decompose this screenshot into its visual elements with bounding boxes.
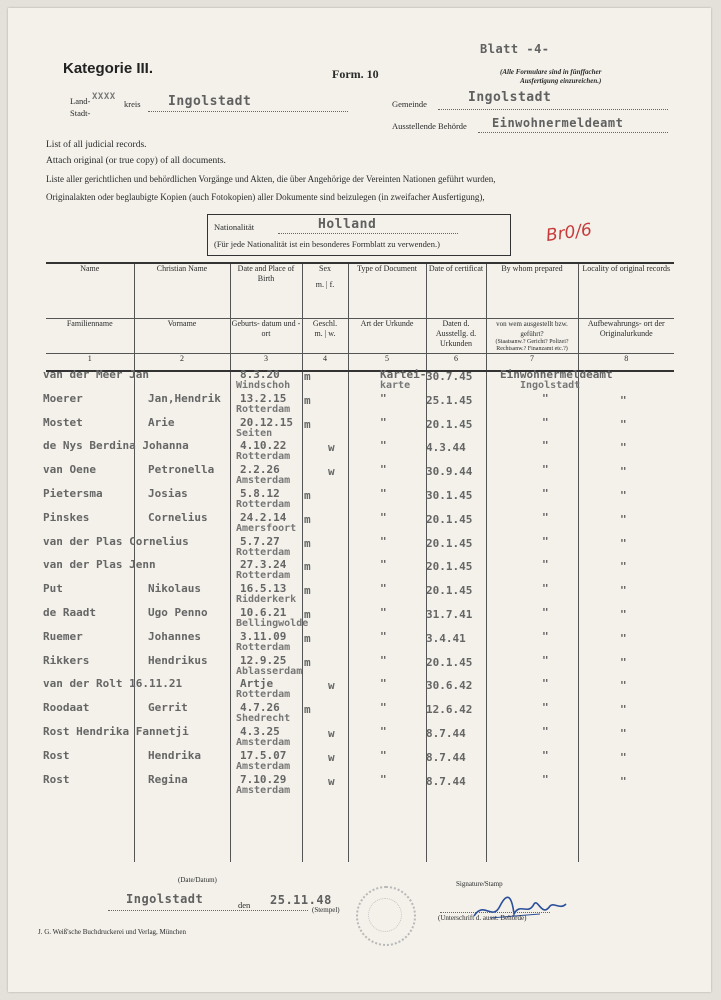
record-locality: ": [620, 774, 627, 788]
record-birth-date: 12.9.25: [240, 653, 287, 667]
date-caption: (Date/Datum): [178, 876, 217, 884]
col-sex-header: [302, 263, 348, 319]
kreis-underline: [148, 111, 348, 112]
col-vorname-header: Vorname: [134, 319, 230, 354]
record-birth-date: 24.2.14: [240, 510, 287, 524]
record-sex: w: [328, 465, 335, 479]
record-document-type: ": [380, 415, 387, 429]
form-sheet: [8, 8, 711, 992]
record-vorname: Petronella: [148, 463, 215, 477]
col-geburt-header: Geburts- datum und -ort: [230, 319, 302, 354]
record-document-type: ": [380, 653, 387, 667]
record-certificate-date: 20.1.45: [426, 584, 473, 598]
record-birth-date: Artje: [240, 677, 274, 691]
sex-m-label: m.: [315, 280, 324, 289]
record-certificate-date: 30.1.45: [426, 489, 473, 502]
col-date-header: Date of certificat: [426, 263, 486, 319]
copies-note: [500, 68, 601, 86]
record-sex: m: [304, 655, 311, 669]
record-document-type: ": [380, 487, 387, 500]
record-birth-date: 4.10.22: [240, 439, 287, 453]
record-name: Mostet: [43, 415, 83, 429]
record-certificate-date: 20.1.45: [426, 417, 473, 431]
sex-header-title: Sex: [319, 264, 331, 273]
record-document-type: ": [380, 725, 387, 738]
record-birth-place: Amsterdam: [236, 475, 291, 487]
record-birth-place: Bellingwolde: [236, 618, 309, 629]
record-name: Rost: [43, 748, 70, 762]
intro-line-2: Attach original (or true copy) of all documents.: [46, 156, 226, 166]
kreis-label: kreis: [124, 99, 141, 109]
record-locality: ": [620, 393, 627, 407]
record-name: van der Plas Jenn: [43, 558, 156, 572]
record-vorname: Johannes: [148, 629, 201, 643]
col-number-7: 7: [486, 354, 578, 372]
record-document-type: ": [380, 677, 387, 691]
record-birth-place: Amsterdam: [236, 737, 291, 748]
nationality-value: Holland: [318, 217, 377, 232]
nationality-underline: [278, 233, 458, 234]
record-document-type-2: karte: [380, 380, 411, 391]
record-locality: ": [620, 584, 627, 598]
gemeinde-label: Gemeinde: [392, 99, 427, 109]
land-label: Land-: [70, 96, 91, 106]
copies-note-line2: Ausfertigung einzureichen.): [520, 77, 602, 85]
record-locality: ": [620, 750, 627, 764]
record-birth-place: Amersfoort: [236, 522, 297, 534]
record-prepared-by: ": [542, 606, 549, 619]
unterschrift-caption: (Unterschrift d. ausst. Behörde): [438, 914, 527, 922]
geschl-title: Geschl.: [312, 319, 338, 328]
nationality-box: [207, 214, 511, 256]
col-number-4: 4: [302, 354, 348, 372]
col-number-5: 5: [348, 354, 426, 372]
record-sex: m: [304, 703, 311, 717]
record-name: Pinskes: [43, 510, 90, 524]
record-birth-place: Amsterdam: [236, 760, 291, 772]
record-locality: ": [620, 655, 627, 669]
record-birth-place: Rotterdam: [236, 403, 291, 415]
record-name: Rost: [43, 772, 70, 786]
record-sex: w: [328, 727, 335, 740]
record-certificate-date: 12.6.42: [426, 703, 473, 717]
record-vorname: Regina: [148, 772, 188, 786]
record-prepared-by: ": [542, 487, 549, 500]
record-document-type: ": [380, 772, 387, 786]
record-birth-date: 20.12.15: [240, 415, 293, 429]
record-certificate-date: 3.4.41: [426, 631, 466, 645]
table-row: [8, 368, 711, 391]
col-familienname-header: Familienname: [46, 319, 134, 354]
stempel-caption: (Stempel): [312, 906, 340, 914]
printer-imprint: J. G. Weiß'sche Buchdruckerei und Verlag, München: [38, 928, 186, 936]
record-vorname: Josias: [148, 487, 188, 500]
record-birth-place: Rotterdam: [236, 641, 291, 653]
record-sex: m: [304, 417, 311, 431]
record-locality: ": [620, 441, 627, 455]
col-number-2: 2: [134, 354, 230, 372]
record-birth-place: Shedrecht: [236, 713, 291, 725]
record-prepared-by: ": [542, 629, 549, 643]
record-name: van Oene: [43, 463, 96, 477]
record-certificate-date: 20.1.45: [426, 512, 473, 526]
record-name: Pietersma: [43, 487, 103, 500]
sex-f-label: f.: [329, 280, 335, 289]
record-locality: ": [620, 536, 627, 550]
red-handwritten-mark: Br0/6: [544, 219, 594, 247]
sex-mf-header: m. | f.: [315, 280, 335, 289]
intro-line-1: List of all judicial records.: [46, 140, 147, 150]
record-sex: m: [304, 631, 311, 645]
col-name-header: Name: [46, 263, 134, 319]
record-birth-place: Rotterdam: [236, 689, 291, 701]
ausgestellt-note: (Staatsanw.? Gericht? Polizei? Rechtsanw.? Finanzamt etc.?): [495, 339, 569, 352]
record-birth-date: 7.10.29: [240, 772, 287, 786]
record-prepared-by: ": [542, 463, 549, 477]
record-document-type: ": [380, 582, 387, 596]
record-document-type: ": [380, 606, 387, 619]
record-sex: m: [304, 393, 311, 407]
record-vorname: Hendrika: [148, 748, 201, 762]
table-row: [8, 534, 711, 558]
record-prepared-by: Einwohnermeldeamt: [500, 368, 613, 381]
record-name: van der Rolt 16.11.21: [43, 677, 183, 691]
record-certificate-date: 20.1.45: [426, 560, 473, 574]
date-underline: [108, 910, 308, 911]
record-sex: m: [304, 512, 311, 526]
record-locality: ": [620, 608, 627, 621]
record-birth-date: 17.5.07: [240, 748, 287, 762]
record-locality: ": [620, 489, 627, 502]
table-row: [8, 677, 711, 701]
table-row: [8, 653, 711, 677]
table-row: [8, 772, 711, 796]
geschl-mw-header: m. | w.: [314, 329, 336, 338]
record-sex: m: [304, 560, 311, 574]
record-vorname: Nikolaus: [148, 582, 201, 596]
intro-line-3: Liste aller gerichtlichen und behördlichen Vorgänge und Akten, die über Angehörige der Vereinten Nationen geführt wurden,: [46, 174, 496, 184]
table-row: [8, 415, 711, 439]
record-document-type: ": [380, 748, 387, 762]
record-prepared-by: ": [542, 653, 549, 667]
gemeinde-underline: [438, 109, 668, 110]
record-prepared-by: ": [542, 725, 549, 738]
record-vorname: Gerrit: [148, 701, 188, 715]
record-sex: w: [328, 750, 335, 764]
record-birth-place: Rotterdam: [236, 570, 291, 582]
official-seal: [356, 886, 416, 946]
table-row: [8, 582, 711, 606]
record-sex: w: [328, 679, 335, 693]
kreis-value: Ingolstadt: [168, 94, 252, 109]
record-birth-place: Seiten: [236, 427, 273, 439]
table-row: [8, 606, 711, 629]
table-row: [8, 391, 711, 415]
form-number: Form. 10: [332, 67, 379, 81]
behoerde-underline: [478, 132, 668, 133]
sheet-number: Blatt -4-: [480, 42, 550, 56]
record-certificate-date: 8.7.44: [426, 727, 466, 740]
record-birth-date: 5.7.27: [240, 534, 280, 548]
record-document-type: ": [380, 534, 387, 548]
ausgestellt-title: von wem ausgestellt bzw. geführt?: [496, 320, 568, 338]
col-christian-name-header: Christian Name: [134, 263, 230, 319]
geschl-w-label: w.: [328, 329, 336, 338]
col-number-6: 6: [426, 354, 486, 372]
record-prepared-by: ": [542, 558, 549, 572]
record-vorname: Ugo Penno: [148, 606, 208, 619]
record-locality: ": [620, 417, 627, 431]
den-label: den: [238, 900, 251, 910]
record-birth-place: Rotterdam: [236, 499, 291, 510]
record-birth-place: Amsterdam: [236, 784, 291, 796]
geschl-m-label: m.: [314, 329, 323, 338]
record-vorname: Arie: [148, 415, 175, 429]
record-name: van der Plas Cornelius: [43, 534, 189, 548]
record-locality: ": [620, 703, 627, 717]
record-locality: ": [620, 465, 627, 479]
table-row: [8, 748, 711, 772]
record-birth-place: Rotterdam: [236, 546, 291, 558]
record-sex: w: [328, 441, 335, 455]
record-prepared-by: ": [542, 677, 549, 691]
record-birth-date: 5.8.12: [240, 487, 280, 500]
record-prepared-by: ": [542, 534, 549, 548]
record-prepared-by: ": [542, 391, 549, 405]
record-birth-date: 3.11.09: [240, 629, 287, 643]
table-row: [8, 725, 711, 748]
col-document-type-header: Type of Document: [348, 263, 426, 319]
table-row: [8, 701, 711, 725]
header-row-german: [46, 319, 674, 354]
record-name: Roodaat: [43, 701, 90, 715]
record-name: Rost Hendrika Fannetji: [43, 725, 189, 738]
record-locality: ": [620, 560, 627, 574]
strike-value: XXXX: [92, 92, 116, 102]
record-name: Put: [43, 582, 63, 596]
intro-line-4: Originalakten oder beglaubigte Kopien (auch Fotokopien) aller Dokumente sind beizulegen (in zweifacher Ausfertigung),: [46, 192, 485, 202]
record-document-type: Kartei-: [380, 368, 427, 381]
record-birth-date: 16.5.13: [240, 582, 287, 596]
record-locality: ": [620, 631, 627, 645]
record-certificate-date: 8.7.44: [426, 774, 466, 788]
col-ausgestellt-header: [486, 319, 578, 354]
record-certificate-date: 25.1.45: [426, 393, 473, 407]
record-prepared-by: ": [542, 748, 549, 762]
record-sex: m: [304, 608, 311, 621]
record-birth-place: Rotterdam: [236, 451, 291, 463]
record-document-type: ": [380, 510, 387, 524]
behoerde-label: Ausstellende Behörde: [392, 121, 467, 131]
col-aufbewahrung-header: Aufbewahrungs- ort der Originalurkunde: [578, 319, 674, 354]
record-certificate-date: 30.7.45: [426, 370, 473, 383]
record-vorname: Cornelius: [148, 510, 208, 524]
place-value: Ingolstadt: [126, 892, 204, 906]
signature-underline: [440, 912, 550, 913]
record-prepared-by: ": [542, 701, 549, 715]
record-sex: m: [304, 370, 311, 383]
copies-note-line1: (Alle Formulare sind in fünffacher: [500, 68, 602, 76]
record-name: van der Meer Jan: [43, 368, 149, 381]
record-locality: ": [620, 512, 627, 526]
record-prepared-by: ": [542, 415, 549, 429]
table-row: [8, 439, 711, 463]
table-row: [8, 487, 711, 510]
record-sex: m: [304, 584, 311, 598]
record-document-type: ": [380, 629, 387, 643]
header-row-english: [46, 263, 674, 319]
record-certificate-date: 4.3.44: [426, 441, 466, 455]
nationality-note: (Für jede Nationalität ist ein besonderes Formblatt zu verwenden.): [214, 239, 440, 249]
record-birth-date: 13.2.15: [240, 391, 287, 405]
kategorie-title: Kategorie III.: [63, 60, 154, 77]
nationality-label: Nationalität: [214, 222, 255, 232]
record-prepared-by-2: Ingolstadt: [520, 380, 581, 391]
record-certificate-date: 31.7.41: [426, 608, 473, 621]
record-locality: ": [620, 727, 627, 740]
record-sex: m: [304, 489, 311, 502]
record-sex: m: [304, 536, 311, 550]
col-number-3: 3: [230, 354, 302, 372]
table-row: [8, 510, 711, 534]
record-certificate-date: 20.1.45: [426, 655, 473, 669]
record-prepared-by: ": [542, 582, 549, 596]
col-birth-header: Date and Place of Birth: [230, 263, 302, 319]
record-document-type: ": [380, 558, 387, 572]
col-prepared-by-header: By whom prepared: [486, 263, 578, 319]
col-geschl-header: [302, 319, 348, 354]
col-number-1: 1: [46, 354, 134, 372]
gemeinde-value: Ingolstadt: [468, 90, 552, 105]
record-name: Rikkers: [43, 653, 90, 667]
col-daten-header: Daten d. Ausstellg. d. Urkunden: [426, 319, 486, 354]
record-birth-date: 8.3.20: [240, 368, 280, 381]
record-vorname: Hendrikus: [148, 653, 208, 667]
record-birth-date: 27.3.24: [240, 558, 287, 572]
stadt-label: Stadt-: [70, 108, 91, 118]
record-certificate-date: 8.7.44: [426, 750, 466, 764]
date-value: 25.11.48: [270, 893, 332, 907]
record-birth-date: 10.6.21: [240, 606, 287, 619]
record-name: de Nys Berdina Johanna: [43, 439, 189, 453]
record-vorname: Jan,Hendrik: [148, 391, 221, 405]
table-row: [8, 558, 711, 582]
record-prepared-by: ": [542, 772, 549, 786]
record-name: Ruemer: [43, 629, 83, 643]
record-prepared-by: ": [542, 439, 549, 453]
record-certificate-date: 30.6.42: [426, 679, 473, 693]
record-name: de Raadt: [43, 606, 96, 619]
record-sex: w: [328, 774, 335, 788]
col-art-header: Art der Urkunde: [348, 319, 426, 354]
record-birth-date: 2.2.26: [240, 463, 280, 477]
record-birth-date: 4.3.25: [240, 725, 280, 738]
record-birth-date: 4.7.26: [240, 701, 280, 715]
record-certificate-date: 30.9.44: [426, 465, 473, 479]
record-document-type: ": [380, 391, 387, 405]
table-row: [8, 629, 711, 653]
signature-caption: Signature/Stamp: [456, 880, 503, 888]
record-birth-place: Ridderkerk: [236, 594, 297, 606]
record-document-type: ": [380, 701, 387, 715]
record-birth-place: Windschoh: [236, 380, 291, 391]
col-number-8: 8: [578, 354, 674, 372]
record-name: Moerer: [43, 391, 83, 405]
record-document-type: ": [380, 463, 387, 477]
record-certificate-date: 20.1.45: [426, 536, 473, 550]
col-locality-header: Locality of original records: [578, 263, 674, 319]
record-locality: ": [620, 679, 627, 693]
behoerde-value: Einwohnermeldeamt: [492, 116, 624, 130]
record-prepared-by: ": [542, 510, 549, 524]
record-document-type: ": [380, 439, 387, 453]
record-birth-place: Ablasserdam: [236, 665, 303, 677]
table-row: [8, 463, 711, 487]
